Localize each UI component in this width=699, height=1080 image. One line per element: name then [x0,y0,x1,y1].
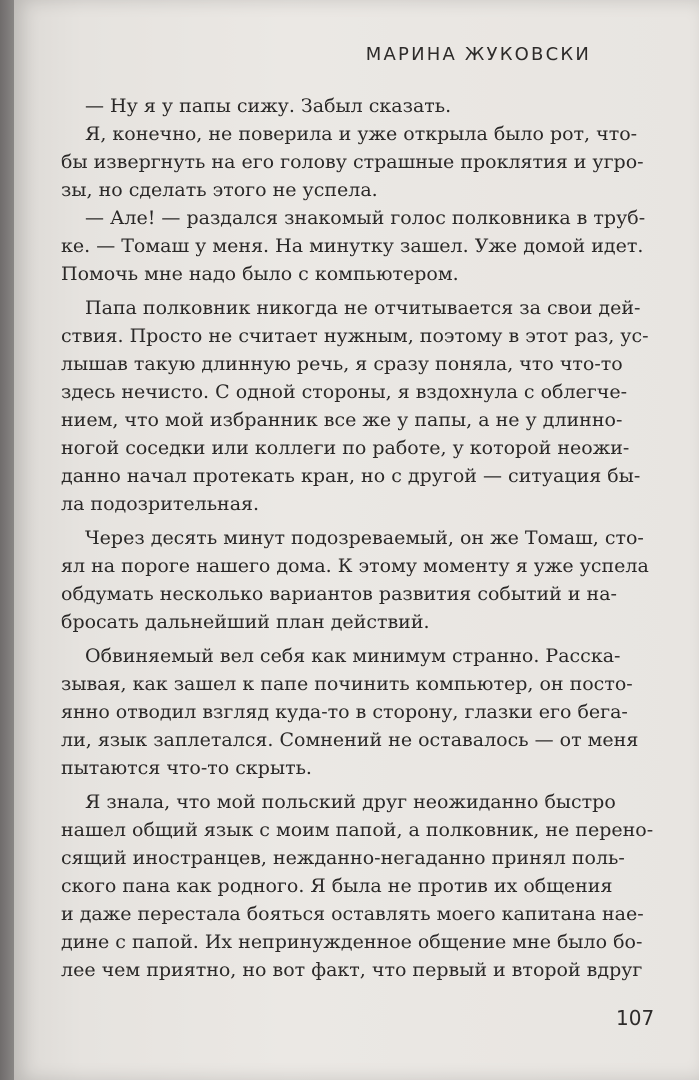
text-line: сящий иностранцев, нежданно-негаданно принял поль- [61,847,625,869]
text-line: здесь нечисто. С одной стороны, я вздохнула с облегче- [61,381,627,403]
book-page [14,0,699,1080]
text-line: бы извергнуть на его голову страшные проклятия и угро- [61,151,644,173]
text-line: зы, но сделать этого не успела. [61,179,378,201]
text-line: ли, язык заплетался. Сомнений не оставалось — от меня [61,729,639,751]
text-line: и даже перестала бояться оставлять моего капитана нае- [61,903,644,925]
text-line: Помочь мне надо было с компьютером. [61,263,459,285]
running-header-author: МАРИНА ЖУКОВСКИ [365,44,591,65]
text-line: ял на пороге нашего дома. К этому моменту я уже успела [61,555,649,577]
text-line: ствия. Просто не считает нужным, поэтому в этот раз, ус- [61,325,649,347]
text-line: Папа полковник никогда не отчитывается за свои дей- [85,297,641,319]
text-line: — Але! — раздался знакомый голос полковника в труб- [85,207,646,229]
text-line: ла подозрительная. [61,493,260,515]
body-text [61,92,654,984]
text-line: данно начал протекать кран, но с другой — ситуация бы- [61,465,641,487]
text-line: нашел общий язык с моим папой, а полковник, не перено- [61,819,654,841]
text-line: нием, что мой избранник все же у папы, а не у длинно- [61,409,623,431]
text-line: Через десять минут подозреваемый, он же Томаш, сто- [85,527,644,549]
text-line: дине с папой. Их непринужденное общение мне было бо- [61,931,643,953]
text-line: ке. — Томаш у меня. На минутку зашел. Уже домой идет. [61,235,644,257]
text-line: Я знала, что мой польский друг неожиданно быстро [85,791,616,813]
text-line: — Ну я у папы сижу. Забыл сказать. [85,95,452,117]
text-line: лее чем приятно, но вот факт, что первый и второй вдруг [61,959,643,981]
text-line: пытаются что-то скрыть. [61,757,312,779]
text-line: зывая, как зашел к папе починить компьютер, он посто- [61,673,633,695]
text-line: янно отводил взгляд куда-то в сторону, глазки его бега- [61,701,628,723]
text-line: обдумать несколько вариантов развития событий и на- [61,583,617,605]
text-line: ногой соседки или коллеги по работе, у которой неожи- [61,437,630,459]
text-line: лышав такую длинную речь, я сразу поняла, что что-то [61,353,623,375]
text-line: бросать дальнейший план действий. [61,611,430,633]
text-line: ского пана как родного. Я была не против их общения [61,875,613,897]
page-number: 107 [616,1006,655,1030]
text-line: Я, конечно, не поверила и уже открыла было рот, что- [85,123,638,145]
text-line: Обвиняемый вел себя как минимум странно. Расска- [85,645,621,667]
